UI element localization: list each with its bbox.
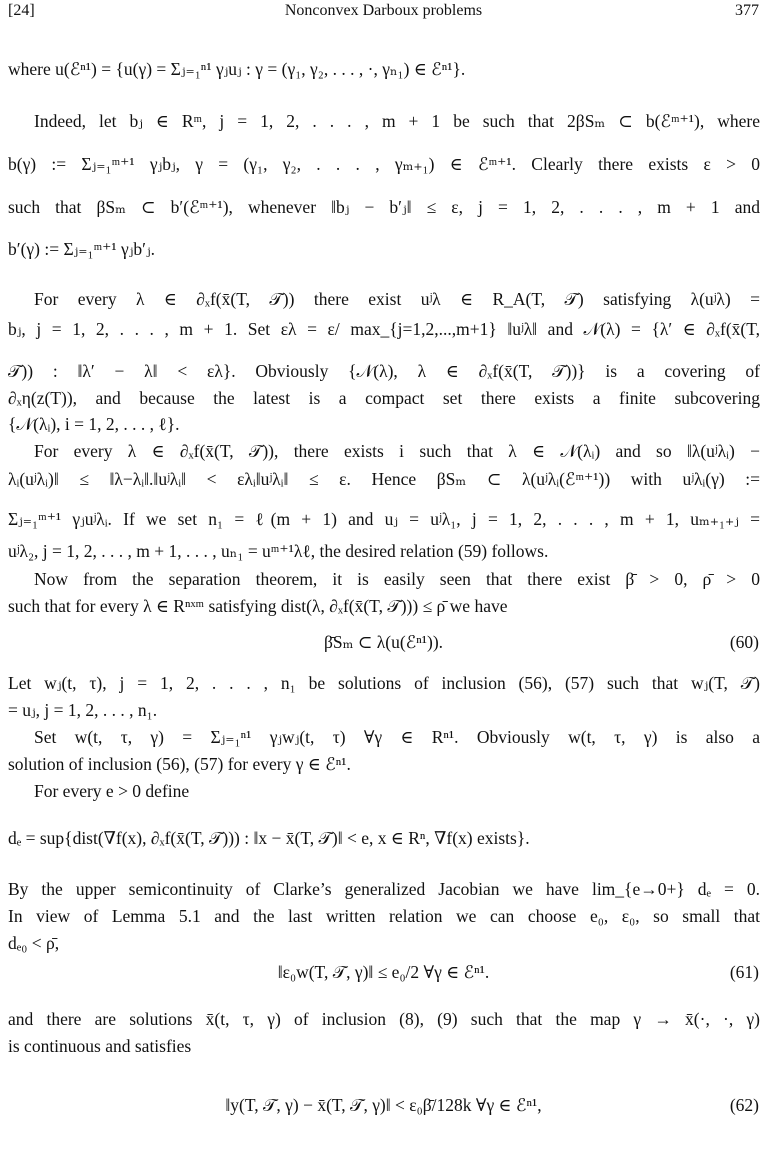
text-line: where u(ℰⁿ¹) = {u(γ) = Σⱼ₌₁ⁿ¹ γⱼuⱼ : γ = (γ₁, γ₂, . . . , ·, γₙ₁) ∈ ℰⁿ¹}. xyxy=(8,59,466,79)
text-line: By the upper semicontinuity of Clarke’s generalized Jacobian we have lim_{e→0+} dₑ = 0. xyxy=(8,879,760,899)
text-line: In view of Lemma 5.1 and the last written relation we can choose e₀, ε₀, so small that xyxy=(8,906,760,926)
text-line: λᵢ(uʲλᵢ)‖ ≤ ‖λ−λᵢ‖.‖uʲλᵢ‖ < ελᵢ‖uʲλᵢ‖ ≤ ε. Hence βSₘ ⊂ λ(uʲλᵢ(ℰᵐ⁺¹)) with uʲλᵢ(γ) := xyxy=(8,469,760,489)
text-line: bⱼ, j = 1, 2, . . . , m + 1. Set ελ = ε/ max_{j=1,2,...,m+1} ‖uʲλ‖ and 𝒩(λ) = {λ′ ∈ ∂ₓf(x̄(T, xyxy=(8,319,760,339)
display-equation-61: ‖ε₀w(T, 𝒯, γ)‖ ≤ e₀/2 ∀γ ∈ ℰⁿ¹. xyxy=(277,962,490,982)
text-line: Now from the separation theorem, it is easily seen that there exist β̄ > 0, ρ̄ > 0 xyxy=(34,569,760,589)
equation-number: (62) xyxy=(729,1095,759,1115)
text-line: is continuous and satisfies xyxy=(8,1036,192,1056)
section-number: [24] xyxy=(8,2,35,19)
text-line: For every e > 0 define xyxy=(34,781,190,801)
text-line: such that βSₘ ⊂ b′(ℰᵐ⁺¹), whenever ‖bⱼ − b′ⱼ‖ ≤ ε, j = 1, 2, . . . , m + 1 and xyxy=(8,197,760,217)
equation-number: (60) xyxy=(729,632,759,652)
display-equation-60: β̄Sₘ ⊂ λ(u(ℰⁿ¹)). xyxy=(323,632,444,652)
text-line: 𝒯)) : ‖λ′ − λ‖ < ελ}. Obviously {𝒩(λ), λ ∈ ∂ₓf(x̄(T, 𝒯))} is a covering of xyxy=(8,361,760,381)
text-line: = uⱼ, j = 1, 2, . . . , n₁. xyxy=(8,700,158,720)
text-line: b(γ) := Σⱼ₌₁ᵐ⁺¹ γⱼbⱼ, γ = (γ₁, γ₂, . . . , γₘ₊₁) ∈ ℰᵐ⁺¹. Clearly there exists ε > 0 xyxy=(8,154,760,174)
text-line: Let wⱼ(t, τ), j = 1, 2, . . . , n₁ be solutions of inclusion (56), (57) such that wⱼ(T, 𝒯) xyxy=(8,673,760,693)
text-line: b′(γ) := Σⱼ₌₁ᵐ⁺¹ γⱼb′ⱼ. xyxy=(8,239,155,259)
text-line: solution of inclusion (56), (57) for every γ ∈ ℰⁿ¹. xyxy=(8,754,351,774)
text-line: such that for every λ ∈ Rⁿˣᵐ satisfying dist(λ, ∂ₓf(x̄(T, 𝒯))) ≤ ρ̄ we have xyxy=(8,596,508,616)
page-number: 377 xyxy=(735,2,759,19)
text-line: Set w(t, τ, γ) = Σⱼ₌₁ⁿ¹ γⱼwⱼ(t, τ) ∀γ ∈ Rⁿ¹. Obviously w(t, τ, γ) is also a xyxy=(34,727,760,747)
text-line: {𝒩(λᵢ), i = 1, 2, . . . , ℓ}. xyxy=(8,414,180,434)
text-line: For every λ ∈ ∂ₓf(x̄(T, 𝒯)), there exists i such that λ ∈ 𝒩(λᵢ) and so ‖λ(uʲλᵢ) − xyxy=(34,441,760,461)
running-title: Nonconvex Darboux problems xyxy=(284,2,483,19)
equation-number: (61) xyxy=(729,962,759,982)
text-line: For every λ ∈ ∂ₓf(x̄(T, 𝒯)) there exist uʲλ ∈ R_A(T, 𝒯) satisfying λ(uʲλ) = xyxy=(34,289,760,309)
text-line: dₑ₀ < ρ̄, xyxy=(8,933,60,953)
display-equation-de: dₑ = sup{dist(∇f(x), ∂ₓf(x̄(T, 𝒯))) : ‖x − x̄(T, 𝒯)‖ < e, x ∈ Rⁿ, ∇f(x) exists}. xyxy=(8,828,530,848)
text-line: Σⱼ₌₁ᵐ⁺¹ γⱼuʲλᵢ. If we set n₁ = ℓ(m + 1) and uⱼ = uʲλ₁, j = 1, 2, . . . , m + 1, uₘ₊₁₊ⱼ = xyxy=(8,509,760,529)
text-line: ∂ₓη(z(T)), and because the latest is a compact set there exists a finite subcovering xyxy=(8,388,760,408)
text-line: and there are solutions x̄(t, τ, γ) of inclusion (8), (9) such that the map γ → x̄(·, ·, γ) xyxy=(8,1009,760,1029)
display-equation-62: ‖y(T, 𝒯, γ) − x̄(T, 𝒯, γ)‖ < ε₀β̄/128k ∀γ ∈ ℰⁿ¹, xyxy=(225,1095,542,1115)
text-line: uʲλ₂, j = 1, 2, . . . , m + 1, . . . , uₙ₁ = uᵐ⁺¹λℓ, the desired relation (59) follows. xyxy=(8,541,549,561)
text-line: Indeed, let bⱼ ∈ Rᵐ, j = 1, 2, . . . , m + 1 be such that 2βSₘ ⊂ b(ℰᵐ⁺¹), where xyxy=(34,111,760,131)
